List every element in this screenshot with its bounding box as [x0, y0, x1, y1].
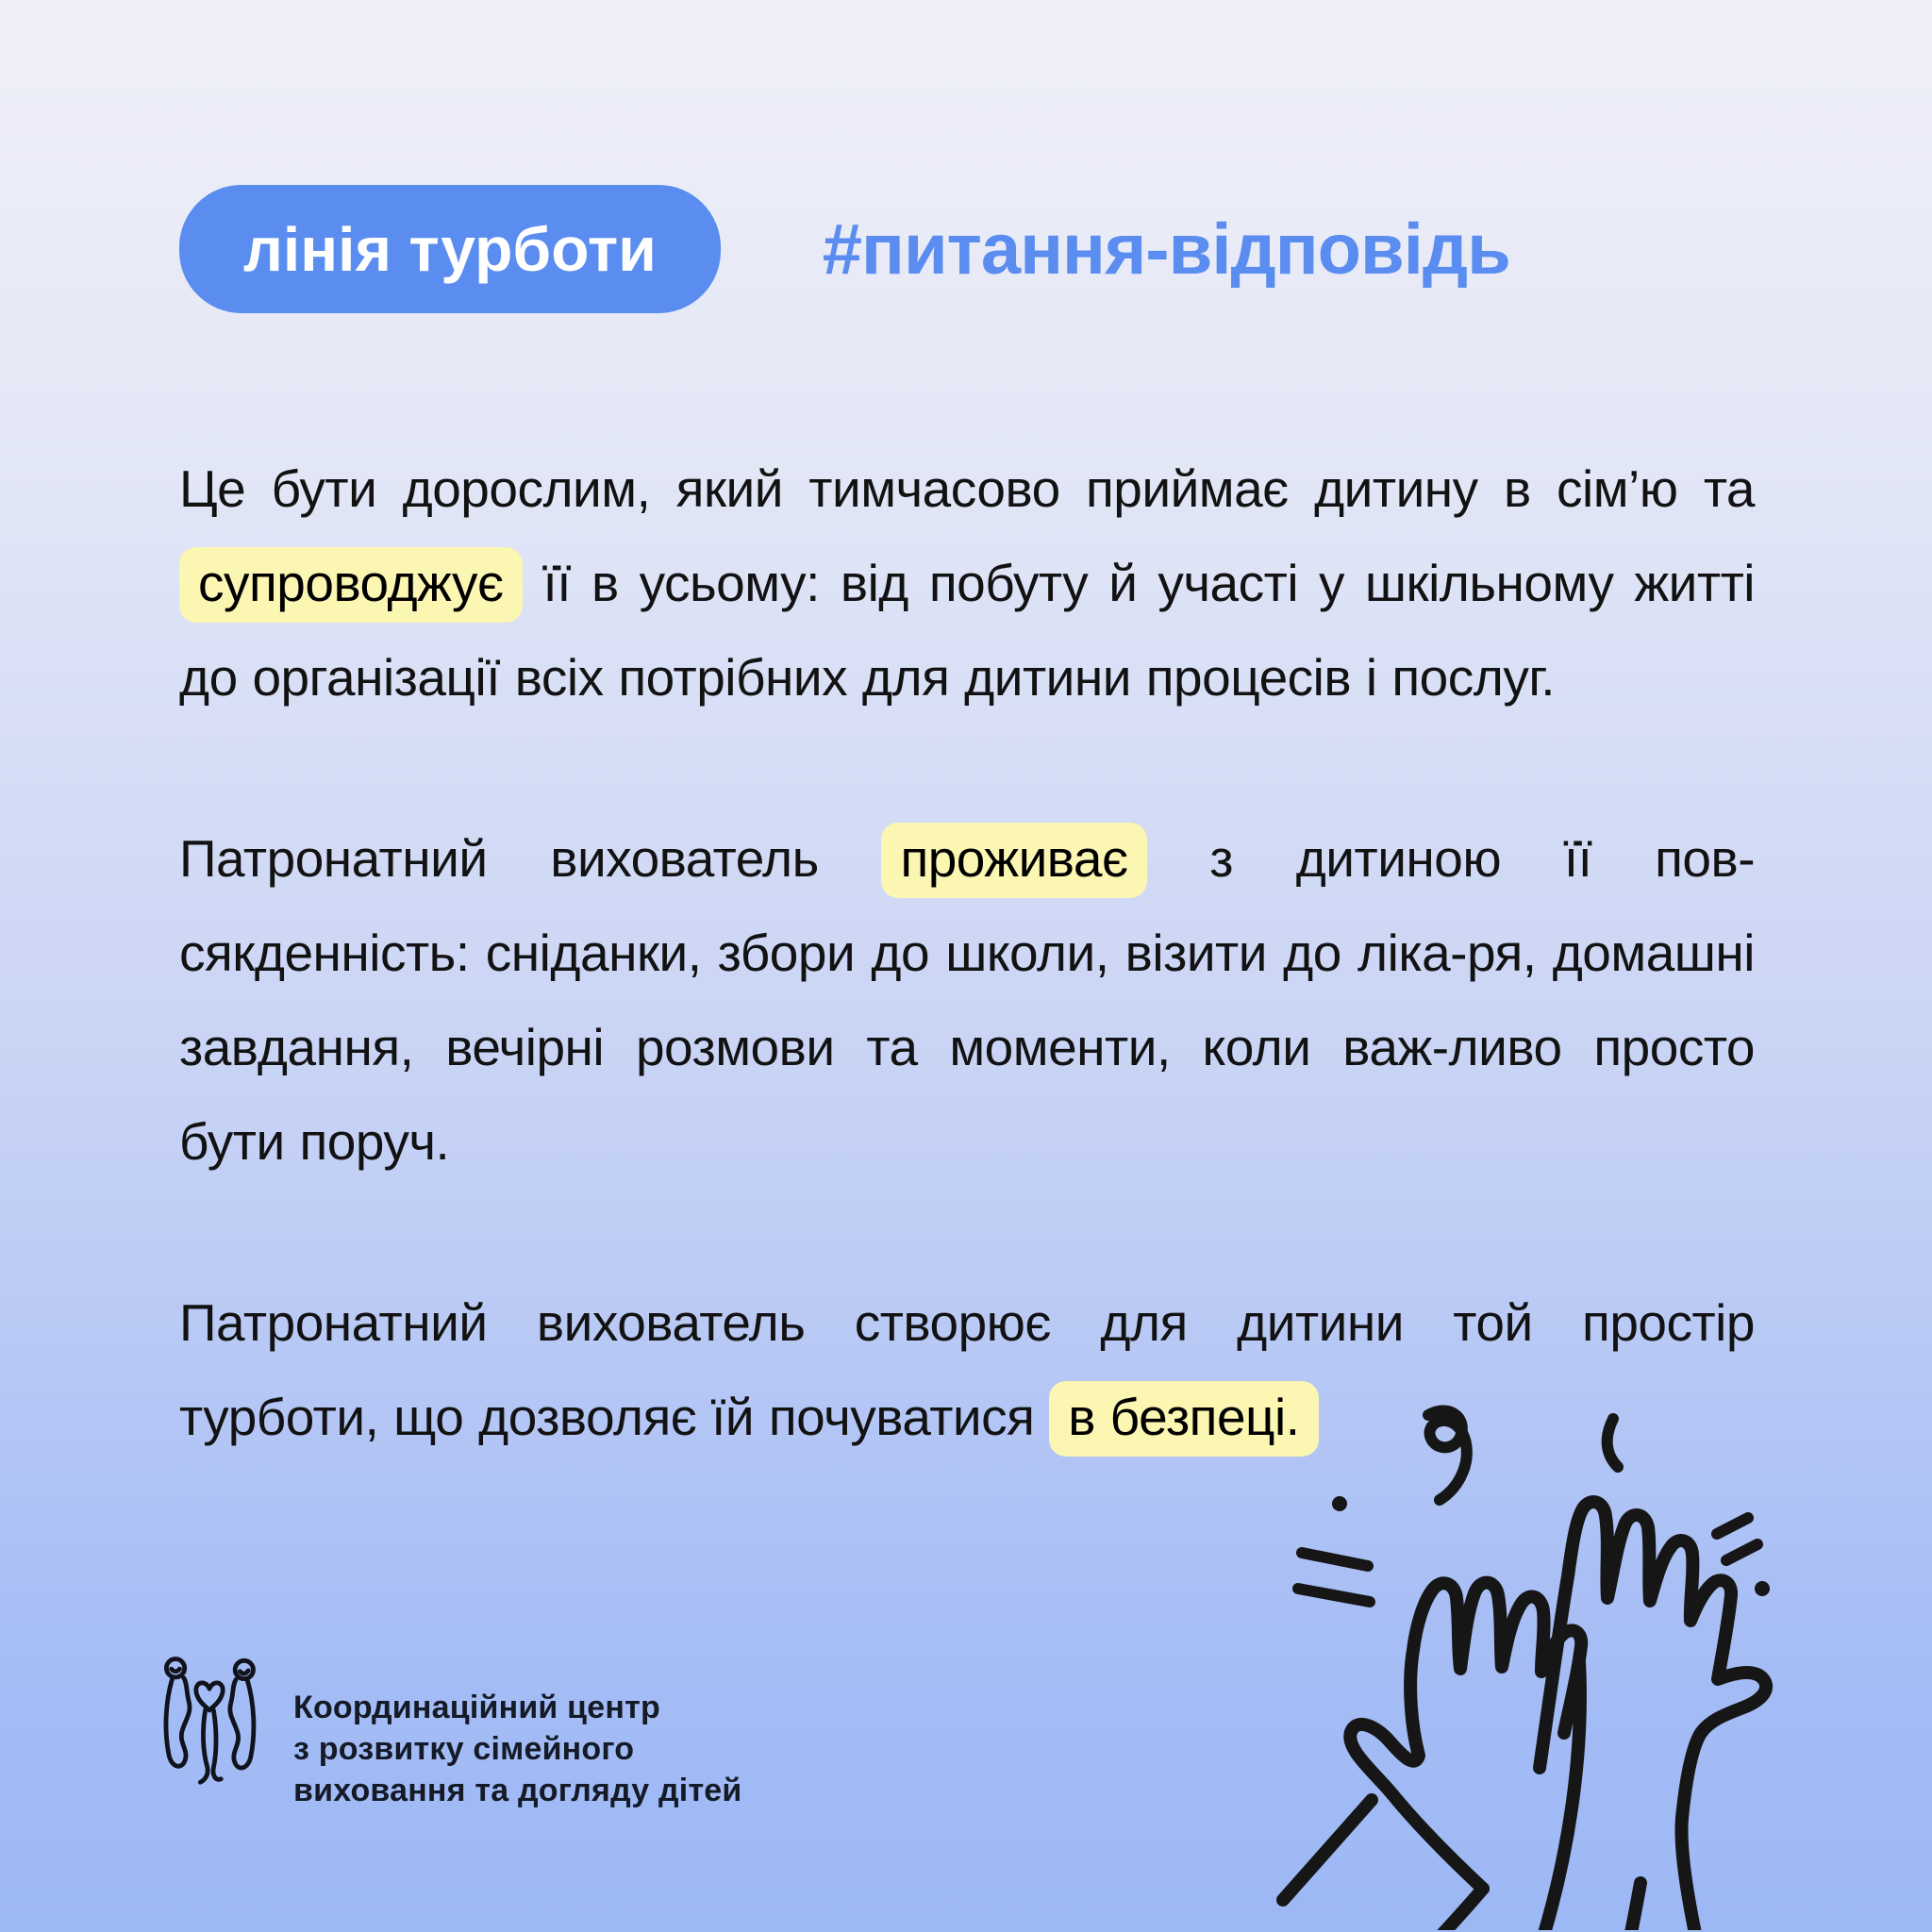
high-five-hands-doodle — [1228, 1364, 1851, 1930]
doodle-squiggle — [1428, 1411, 1467, 1500]
paragraph-text: Це бути дорослим, який тимчасово приймає дитину в сім’ю та — [179, 459, 1755, 518]
highlight: проживає — [881, 823, 1146, 898]
paragraph — [179, 811, 1755, 1189]
org-name-line: Координаційний центр — [293, 1690, 660, 1725]
doodle-dash-left — [1302, 1553, 1368, 1566]
paragraph-text: з дитиною її пов-сякденність: сніданки, збори до школи, візити до ліка-ря, домашні завдання, вечірні розмови та моменти, коли важ-ливо просто бути поруч. — [179, 829, 1756, 1171]
doodle-dash-left — [1298, 1589, 1370, 1602]
org-name-line: виховання та догляду дітей — [293, 1773, 742, 1808]
highlight: супроводжує — [179, 547, 523, 623]
doodle-dot-right — [1755, 1581, 1770, 1596]
header — [179, 185, 1790, 313]
paragraph — [179, 441, 1755, 724]
org-name — [293, 1687, 742, 1811]
brand-badge — [179, 185, 721, 313]
doodle-arc-top-right — [1607, 1419, 1618, 1467]
paragraph-text: її в усьому: від побуту й участі у шкільному житті до організації всіх потрібних для дитини процесів і послуг. — [179, 554, 1755, 707]
doodle-dot-left — [1332, 1496, 1347, 1511]
hashtag-label: #питання-відповідь — [822, 208, 1510, 290]
brand-badge-label: лінія турботи — [243, 214, 657, 284]
doodle-dash-right — [1726, 1544, 1757, 1560]
doodle-left-wrist-line — [1409, 1889, 1483, 1930]
paragraph-text: Патронатний вихователь — [179, 829, 882, 888]
highlight: в безпеці. — [1049, 1381, 1318, 1457]
org-name-line: з розвитку сімейного — [293, 1731, 635, 1767]
doodle-dash-right — [1717, 1518, 1748, 1534]
doodle-right-wrist-line — [1624, 1883, 1641, 1930]
doodle-left-forearm — [1283, 1800, 1372, 1900]
footer — [156, 1651, 742, 1811]
two-figures-heart-logo-icon — [156, 1651, 263, 1809]
paragraph-text: Патронатний вихователь створює для дитини той простір турботи, що дозволяє їй почуватися — [179, 1293, 1755, 1446]
